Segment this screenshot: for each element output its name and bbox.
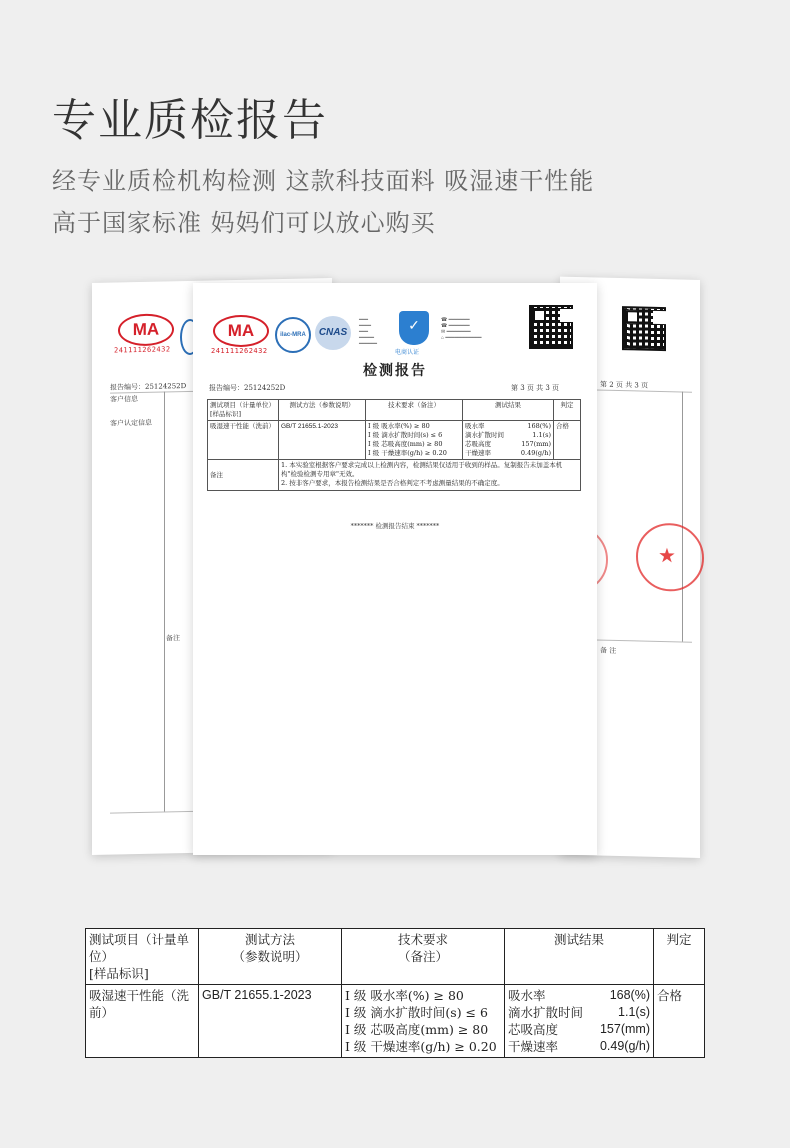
shield-badge-label: 电商认证	[395, 350, 420, 356]
mini-header-method: 测试方法（参数说明）	[279, 400, 366, 421]
results-table	[85, 928, 705, 1058]
report-page-main	[193, 283, 597, 855]
header-requirement: 技术要求 （备注）	[342, 929, 505, 985]
left-label-customer-confirm: 客户认定信息	[110, 418, 152, 428]
qr-code-right	[624, 308, 664, 349]
cma-number: 241111262432	[114, 345, 171, 355]
header-method: 测试方法 （参数说明）	[199, 929, 342, 985]
mini-header-requirement: 技术要求（备注）	[366, 400, 463, 421]
page-title: 专业质检报告	[52, 95, 328, 146]
header-item: 测试项目（计量单位） [样品标识]	[86, 929, 199, 985]
header-result: 测试结果	[505, 929, 654, 985]
mini-requirements: I 级 吸水率(%) ≥ 80 I 级 滴水扩散时间(s) ≤ 6 I 级 芯吸高度(mm) ≥ 80 I 级 干燥速率(g/h) ≥ 0.20	[366, 421, 463, 460]
cell-results: 吸水率 168(%) 滴水扩散时间 1.1(s) 芯吸高度 157(mm) 干燥速率 0.49(g/h)	[505, 985, 654, 1058]
mini-header-item: 测试项目（计量单位）[样品标识]	[208, 400, 279, 421]
mini-remarks-label: 备注	[208, 460, 279, 491]
seal-star-icon: ★	[658, 542, 676, 568]
qr-code-main	[531, 307, 571, 347]
subtitle-line-1: 经专业质检机构检测 这款科技面料 吸湿速干性能	[52, 167, 595, 195]
mini-results: 吸水率 168(%) 滴水扩散时间 1.1(s) 芯吸高度 157(mm) 干燥速率 0.49(g/h)	[463, 421, 554, 460]
left-report-number: 报告编号：25124252D	[110, 382, 187, 392]
cma-number-main: 241111262432	[211, 347, 268, 355]
report-number: 报告编号：25124252D	[209, 384, 286, 392]
mini-remarks: 1. 本实验室根据客户要求完成以上检测内容，检测结果仅适用于收到的样品。复制报告未加盖本机构"检验检测专用章"无效。 2. 按非客户要求，本报告检测结果是否合格判定不考虑测量结果的不确定度。	[279, 460, 581, 491]
left-label-customer: 客户信息	[110, 395, 138, 404]
mini-item: 吸湿速干性能（洗前）	[208, 421, 279, 460]
mini-header-verdict: 判定	[554, 400, 581, 421]
mini-verdict: 合格	[554, 421, 581, 460]
subtitle-line-2: 高于国家标准 妈妈们可以放心购买	[52, 209, 436, 237]
right-page-info: 第 2 页 共 3 页	[600, 380, 649, 390]
institution-info-text: ━━━ ━━━━ ━━━ ━━━━━ ━━━━━━	[359, 317, 378, 347]
cnas-logo: CNAS	[315, 316, 351, 350]
contact-info-text: ☎ ━━━━━━━ ☎ ━━━━━━━ ✉ ━━━━━━━━ ⌂ ━━━━━━━━━━━━	[441, 317, 482, 341]
cell-method: GB/T 21655.1-2023	[199, 985, 342, 1058]
header-verdict: 判定	[654, 929, 705, 985]
report-end-marker: ******* 检测报告结束 *******	[350, 522, 440, 530]
mini-header-result: 测试结果	[463, 400, 554, 421]
report-title: 检测报告	[363, 363, 427, 379]
page-info: 第 3 页 共 3 页	[511, 384, 560, 392]
table-row	[86, 985, 705, 1058]
results-table-header	[86, 929, 705, 985]
cma-logo-main: MA	[213, 315, 269, 347]
cell-requirements: I 级 吸水率(%) ≥ 80 I 级 滴水扩散时间(s) ≤ 6 I 级 芯吸高度(mm) ≥ 80 I 级 干燥速率(g/h) ≥ 0.20	[342, 985, 505, 1058]
cell-item: 吸湿速干性能（洗前）	[86, 985, 199, 1058]
ilac-logo: ilac-MRA	[275, 317, 311, 353]
mini-method: GB/T 21655.1-2023	[279, 421, 366, 460]
left-note-label: 备注	[166, 634, 180, 643]
right-footer-note: 备 注	[600, 646, 617, 655]
shield-badge-icon: ✓	[399, 311, 429, 345]
cma-logo: MA	[118, 313, 174, 346]
mini-results-table	[207, 399, 581, 491]
cell-verdict: 合格	[654, 985, 705, 1058]
